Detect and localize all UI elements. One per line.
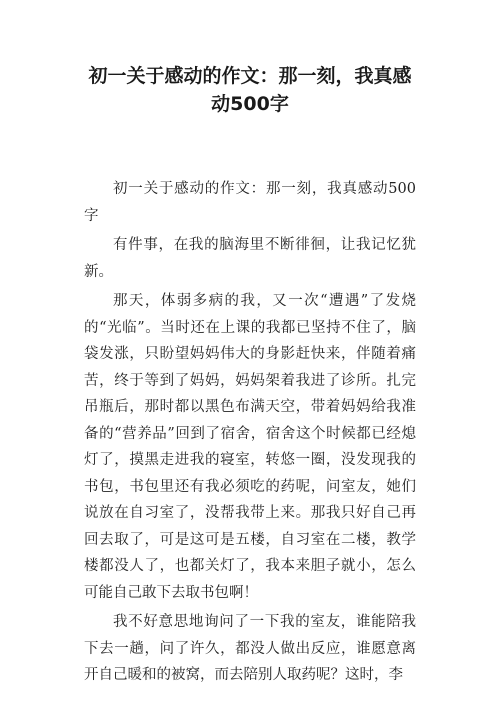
paragraph-1: 初一关于感动的作文：那一刻，我真感动500字 bbox=[84, 181, 416, 224]
paragraph-3: 那天，体弱多病的我，又一次“遭遇”了发烧的“光临”。当时还在上课的我都已坚持不住了，脑袋发涨，只盼望妈妈伟大的身影赶快来，伴随着痛苦，终于等到了妈妈，妈妈架着我进了诊所。扎完吊瓶后，那时都以黑色布满天空，带着妈妈给我准备的“营养品”回到了宿舍，宿舍这个时候都已经熄灯了，摸黑走进我的寝室，转悠一圈，没发现我的书包，书包里还有我必须吃的药呢，问室友，她们说放在自习室了，没帮我带上来。那我只好自己再回去取了，可是这可是五楼，自习室在二楼，教学楼都没人了，也都关灯了，我本来胆子就小，怎么可能自己敢下去取书包啊！ bbox=[84, 293, 416, 601]
paragraph-4: 我不好意思地询问了一下我的室友，谁能陪我下去一趟，问了许久，都没人做出反应，谁愿意离开自己暖和的被窝，而去陪别人取药呢？这时，李 bbox=[84, 614, 416, 683]
document-body bbox=[84, 176, 416, 689]
document-title: 初一关于感动的作文：那一刻，我真感动500字 bbox=[88, 65, 412, 115]
paragraph-2: 有件事，在我的脑海里不断徘徊，让我记忆犹新。 bbox=[84, 237, 416, 280]
